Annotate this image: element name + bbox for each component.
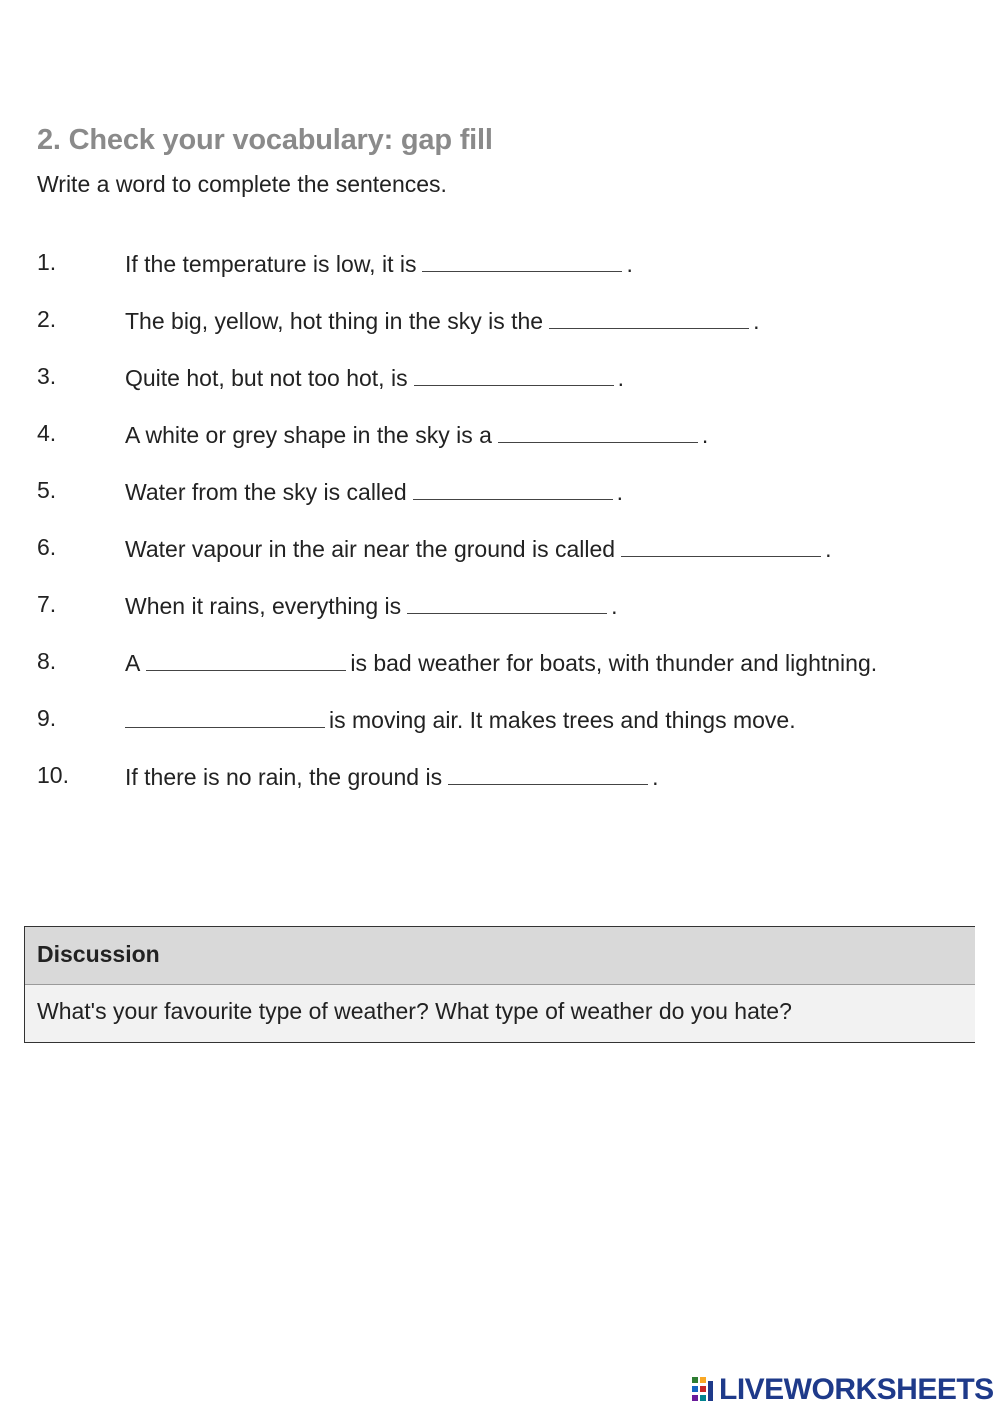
answer-gap-7[interactable] bbox=[407, 591, 607, 614]
question-text-before: Water vapour in the air near the ground is called bbox=[125, 536, 616, 562]
question-text-after: is bad weather for boats, with thunder and lightning. bbox=[350, 650, 878, 676]
question-3 bbox=[37, 363, 977, 397]
discussion-prompt: What's your favourite type of weather? What type of weather do you hate? bbox=[37, 998, 792, 1024]
answer-gap-9[interactable] bbox=[125, 705, 325, 728]
answer-gap-1[interactable] bbox=[422, 249, 622, 272]
question-text-before: If the temperature is low, it is bbox=[125, 251, 417, 277]
question-number: 6. bbox=[37, 534, 57, 560]
question-number: 1. bbox=[37, 249, 57, 275]
answer-gap-10[interactable] bbox=[448, 762, 648, 785]
question-text bbox=[125, 249, 633, 278]
question-text-after: . bbox=[825, 536, 832, 562]
question-8 bbox=[37, 648, 977, 682]
section-title: 2. Check your vocabulary: gap fill bbox=[37, 124, 493, 156]
question-text bbox=[125, 762, 658, 791]
question-5 bbox=[37, 477, 977, 511]
question-number: 7. bbox=[37, 591, 57, 617]
question-number: 8. bbox=[37, 648, 57, 674]
question-9 bbox=[37, 705, 977, 739]
question-number: 9. bbox=[37, 705, 57, 731]
answer-gap-6[interactable] bbox=[621, 534, 821, 557]
question-text bbox=[125, 363, 624, 392]
answer-gap-5[interactable] bbox=[413, 477, 613, 500]
question-text-after: . bbox=[617, 365, 624, 391]
question-2 bbox=[37, 306, 977, 340]
question-text bbox=[125, 477, 623, 506]
question-text bbox=[125, 306, 759, 335]
question-10 bbox=[37, 762, 977, 796]
question-text-after: is moving air. It makes trees and things move. bbox=[329, 707, 796, 733]
question-number: 4. bbox=[37, 420, 57, 446]
question-text-after: . bbox=[701, 422, 709, 448]
question-text-before: A white or grey shape in the sky is a bbox=[125, 422, 492, 448]
question-text-before: Water from the sky is called bbox=[125, 479, 407, 505]
question-text-before: If there is no rain, the ground is bbox=[125, 764, 443, 790]
question-6 bbox=[37, 534, 977, 568]
question-text bbox=[125, 420, 708, 449]
answer-gap-4[interactable] bbox=[498, 420, 698, 443]
instructions-text: Write a word to complete the sentences. bbox=[37, 171, 447, 197]
question-text-before: When it rains, everything is bbox=[125, 593, 402, 619]
question-text-after: . bbox=[652, 764, 659, 790]
logo-text: LIVEWORKSHEETS bbox=[719, 1373, 994, 1406]
liveworksheets-logo[interactable] bbox=[691, 1372, 994, 1408]
answer-gap-2[interactable] bbox=[549, 306, 749, 329]
question-text bbox=[125, 591, 618, 620]
question-4 bbox=[37, 420, 977, 454]
question-text-before: Quite hot, but not too hot, is bbox=[125, 365, 408, 391]
question-text-after: . bbox=[616, 479, 624, 505]
question-number: 3. bbox=[37, 363, 57, 389]
question-number: 2. bbox=[37, 306, 57, 332]
question-number: 10. bbox=[37, 762, 69, 788]
question-text-before: The big, yellow, hot thing in the sky is the bbox=[125, 308, 544, 334]
discussion-header bbox=[25, 927, 975, 985]
question-text-after: . bbox=[753, 308, 760, 334]
question-text bbox=[125, 648, 877, 677]
question-text-before: A bbox=[125, 650, 141, 676]
discussion-body bbox=[25, 985, 975, 1042]
discussion-title: Discussion bbox=[37, 941, 160, 967]
question-text bbox=[125, 705, 796, 734]
question-text-after: . bbox=[626, 251, 633, 277]
question-number: 5. bbox=[37, 477, 57, 503]
question-7 bbox=[37, 591, 977, 625]
answer-gap-3[interactable] bbox=[414, 363, 614, 386]
liveworksheets-logo-icon bbox=[691, 1375, 715, 1405]
question-1 bbox=[37, 249, 977, 283]
answer-gap-8[interactable] bbox=[146, 648, 346, 671]
discussion-box bbox=[24, 926, 975, 1043]
question-text bbox=[125, 534, 831, 563]
question-text-after: . bbox=[611, 593, 618, 619]
